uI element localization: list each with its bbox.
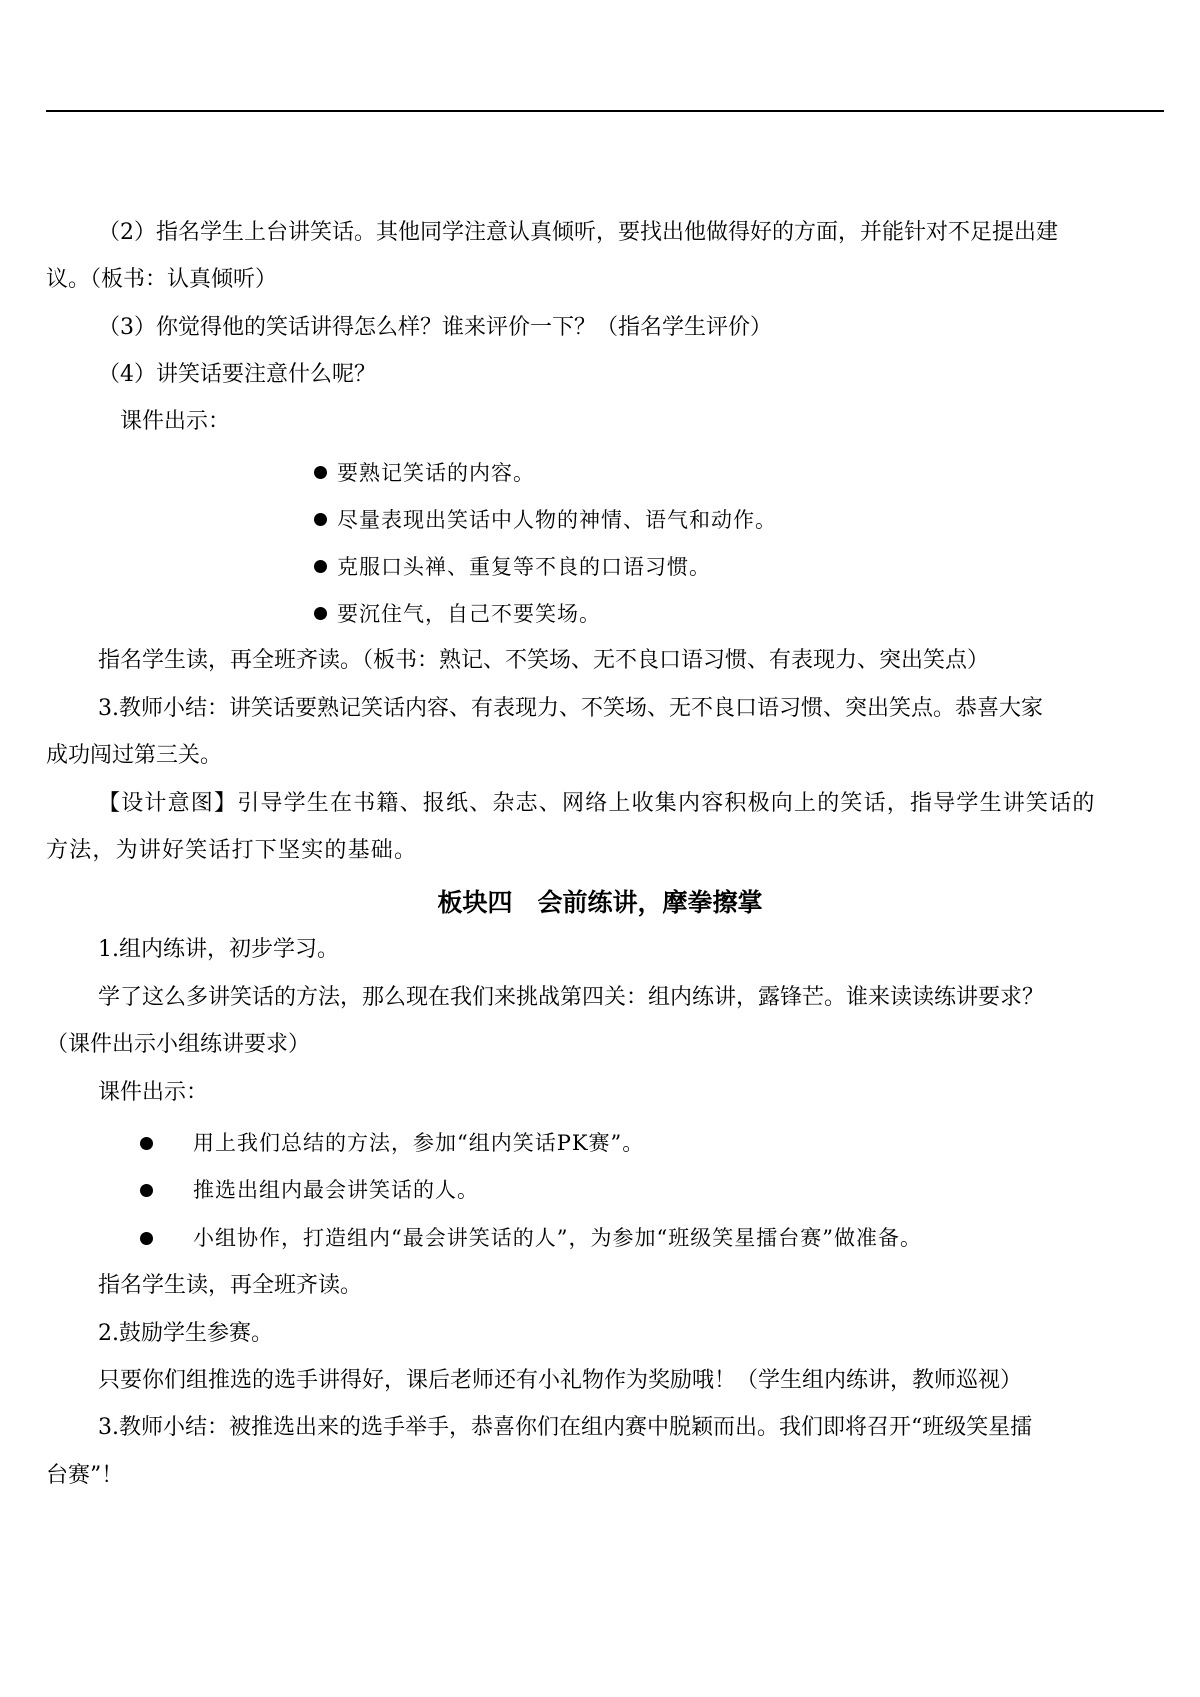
paragraph-4: （4）讲笑话要注意什么呢？ — [98, 362, 376, 387]
bullet-dot-icon — [314, 513, 327, 526]
bullet-dot-icon — [140, 1184, 153, 1197]
bullet-dot-icon — [140, 1232, 153, 1245]
reward-paragraph: 只要你们组推选的选手讲得好，课后老师还有小礼物作为奖励哦！（学生组内练讲，教师巡视） — [98, 1368, 1023, 1393]
courseware-label-1: 课件出示： — [120, 409, 231, 434]
section4-item-2: 2.鼓励学生参赛。 — [98, 1321, 273, 1346]
design-intent-line-2: 方法，为讲好笑话打下坚实的基础。 — [46, 838, 418, 863]
section4-item-1: 1.组内练讲，初步学习。 — [98, 937, 339, 962]
bullet-text: 尽量表现出笑话中人物的神情、语气和动作。 — [337, 508, 777, 532]
bullet-item — [314, 552, 711, 583]
bullet-text: 推选出组内最会讲笑话的人。 — [193, 1178, 479, 1202]
bullet-dot-icon — [140, 1137, 153, 1150]
bullet-item — [314, 599, 601, 630]
bullet-text: 克服口头禅、重复等不良的口语习惯。 — [337, 555, 711, 579]
bullet-text: 小组协作，打造组内“最会讲笑话的人”，为参加“班级笑星擂台赛”做准备。 — [193, 1226, 922, 1250]
read-instruction-2: 指名学生读，再全班齐读。 — [98, 1273, 363, 1298]
bullet-text: 用上我们总结的方法，参加“组内笑话PK赛”。 — [193, 1131, 645, 1155]
read-instruction-1: 指名学生读，再全班齐读。（板书：熟记、不笑场、无不良口语习惯、有表现力、突出笑点） — [98, 648, 990, 673]
section4-intro-line-2: （课件出示小组练讲要求） — [46, 1032, 311, 1057]
design-intent-line-1: 【设计意图】引导学生在书籍、报纸、杂志、网络上收集内容积极向上的笑话，指导学生讲笑话的 — [98, 791, 1096, 816]
bullet-dot-icon — [314, 560, 327, 573]
section-heading: 板块四 会前练讲，摩拳擦掌 — [437, 888, 763, 917]
paragraph-3: （3）你觉得他的笑话讲得怎么样？谁来评价一下？（指名学生评价） — [98, 315, 772, 340]
courseware-label-2: 课件出示： — [98, 1080, 209, 1105]
bullet-dot-icon — [314, 466, 327, 479]
section4-summary-line-1: 3.教师小结：被推选出来的选手举手，恭喜你们在组内赛中脱颖而出。我们即将召开“班级笑星擂 — [98, 1415, 1033, 1440]
paragraph-2-line-2: 议。（板书：认真倾听） — [46, 267, 278, 292]
section4-summary-line-2: 台赛”！ — [46, 1463, 124, 1488]
paragraph-2-line-1: （2）指名学生上台讲笑话。其他同学注意认真倾听，要找出他做得好的方面，并能针对不足提出建 — [98, 220, 1059, 245]
bullet-text: 要熟记笑话的内容。 — [337, 461, 535, 485]
bullet-text: 要沉住气，自己不要笑场。 — [337, 602, 601, 626]
summary-3-line-1: 3.教师小结：讲笑话要熟记笑话内容、有表现力、不笑场、无不良口语习惯、突出笑点。恭喜大家 — [98, 696, 1043, 721]
header-rule — [46, 110, 1164, 112]
bullet-item — [314, 458, 535, 489]
bullet-item — [314, 505, 777, 536]
bullet-dot-icon — [314, 607, 327, 620]
summary-3-line-2: 成功闯过第三关。 — [46, 743, 223, 768]
section4-intro-line-1: 学了这么多讲笑话的方法，那么现在我们来挑战第四关：组内练讲，露锋芒。谁来读读练讲要求？ — [98, 985, 1045, 1010]
